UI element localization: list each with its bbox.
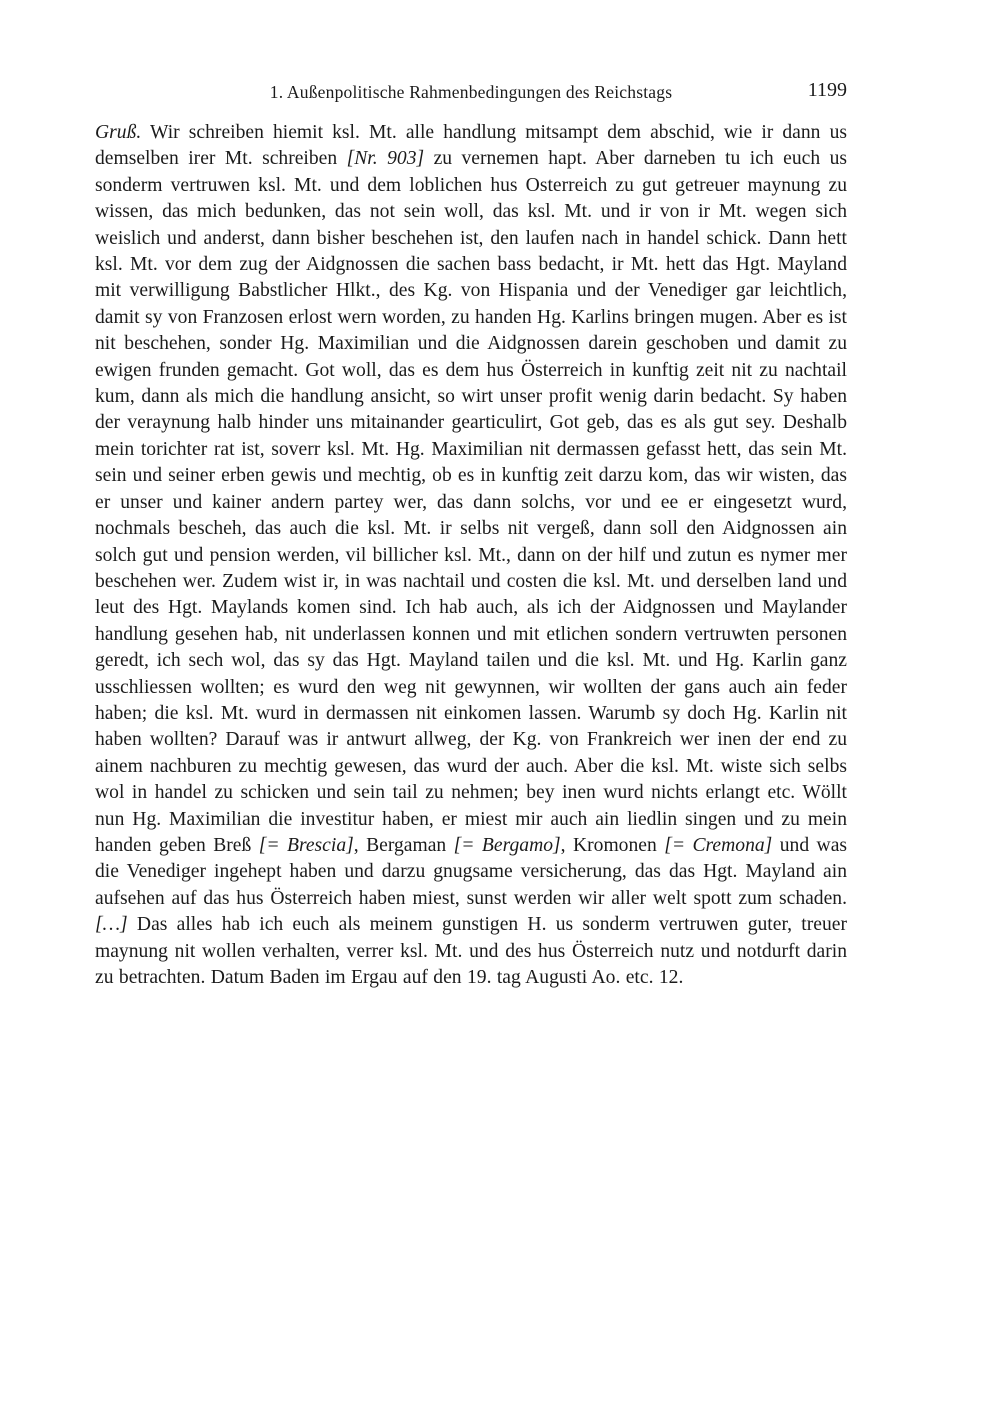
italic-text-run: […]: [95, 914, 128, 936]
text-run: , Bergaman: [353, 834, 454, 856]
italic-text-run: Gruß.: [95, 122, 142, 143]
italic-text-run: [= Bergamo]: [453, 834, 561, 856]
body-paragraph: [95, 120, 847, 991]
text-run: Wir schreiben hiemit ksl. Mt. alle handlung mitsampt dem abschid, wie ir dann us demselben irer Mt. schreiben: [95, 122, 847, 170]
running-head: 1. Außenpolitische Rahmenbedingungen des Reichstags: [269, 82, 673, 102]
text-run: zu vernemen hapt. Aber darneben tu ich euch us sonderm vertruwen ksl. Mt. und dem loblichen hus Osterreich zu gut getreuer maynung zu wissen, das mich bedunken, das not sein woll, das ksl. Mt. und ir von ir Mt. wegen sich weislich und anderst, dann bisher beschehen ist, den laufen nach in handel schick. Dann hett ksl. Mt. vor dem zug der Aidgnossen die sachen bass bedacht, ir Mt. hett das Hgt. Mayland mit verwilligung Babstlicher Hlkt., des Kg. von Hispania und der Venediger gar leichtlich, damit sy von Franzosen erlost wern worden, zu handen Hg. Karlins bringen mugen. Aber es ist nit beschehen, sonder Hg. Maximilian und die Aidgnossen darein geschoben und damit zu ewigen frunden gemacht. Got woll, das es dem hus Österreich in kunftig zeit nit zu nachtail kum, dann als mich die handlung ansicht, so wirt unser profit wenig darin bedacht. Sy haben der veraynung halb hinder uns mitainander gearticulirt, Got geb, das es als gut sey. Deshalb mein torichter rat ist, soverr ksl. Mt. Hg. Maximilian nit dermassen gefasst hett, das sein Mt. sein und seiner erben gewis und mechtig, ob es in kunftig zeit darzu kom, das wir wisten, das er unser und kainer andern partey wer, das dann solchs, vor und ee er eingesetzt wurd, nochmals bescheh, das auch die ksl. Mt. ir selbs nit vergeß, dann soll den Aidgnossen ain solch gut und pension werden, vil billicher ksl. Mt., dann on der hilf und zutun es nymer mer beschehen wer. Zudem wist ir, in was nachtail und costen die ksl. Mt. und derselben land und leut des Hgt. Maylands komen sind. Ich hab auch, als ich der Aidgnossen und Maylander handlung gesehen hab, nit underlassen konnen und mit etlichen sondern vertruwten personen geredt, ich sech wol, das sy das Hgt. Mayland tailen und die ksl. Mt. und Hg. Karlin ganz usschliessen wollten; es wurd den weg nit gewynnen, wir wollten der gans auch ain feder haben; die ksl. Mt. wurd in dermassen nit einkomen lassen. Warumb sy doch Hg. Karlin nit haben wollten? Darauf was ir antwurt allweg, der Kg. von Frankreich wer inen der end zu ainem nachburen zu mechtig gewesen, das wurd der auch. Aber die ksl. Mt. wiste sich selbs wol in handel zu schicken und sein tail zu nehmen; bey inen wurd nichts erlangt etc. Wöllt nun Hg. Maximilian die investitur haben, er miest mir auch ain liedlin singen und zu mein handen geben Breß: [95, 148, 847, 856]
italic-text-run: [Nr. 903]: [346, 148, 425, 170]
italic-text-run: [= Brescia]: [258, 834, 354, 856]
text-column: [95, 79, 848, 991]
page-header: [95, 79, 847, 106]
text-run: Das alles hab ich euch als meinem gunstigen H. us sonderm vertruwen guter, treuer maynung nit wollen verhalten, verrer ksl. Mt. und des hus Österreich nutz und notdurft darin zu betrachten. Datum Baden im Ergau auf den 19. tag Augusti Ao. etc. 12.: [95, 914, 847, 988]
page-number: 1199: [807, 79, 847, 101]
text-run: , Kromonen: [560, 834, 665, 856]
text-run: und was die Venediger ingehept haben und darzu gnugsame versicherung, das das Hgt. Mayland ain aufsehen auf das hus Österreich haben miest, sunst werden wir aller welt spott zum schaden.: [95, 834, 848, 909]
italic-text-run: [= Cremona]: [664, 834, 773, 856]
